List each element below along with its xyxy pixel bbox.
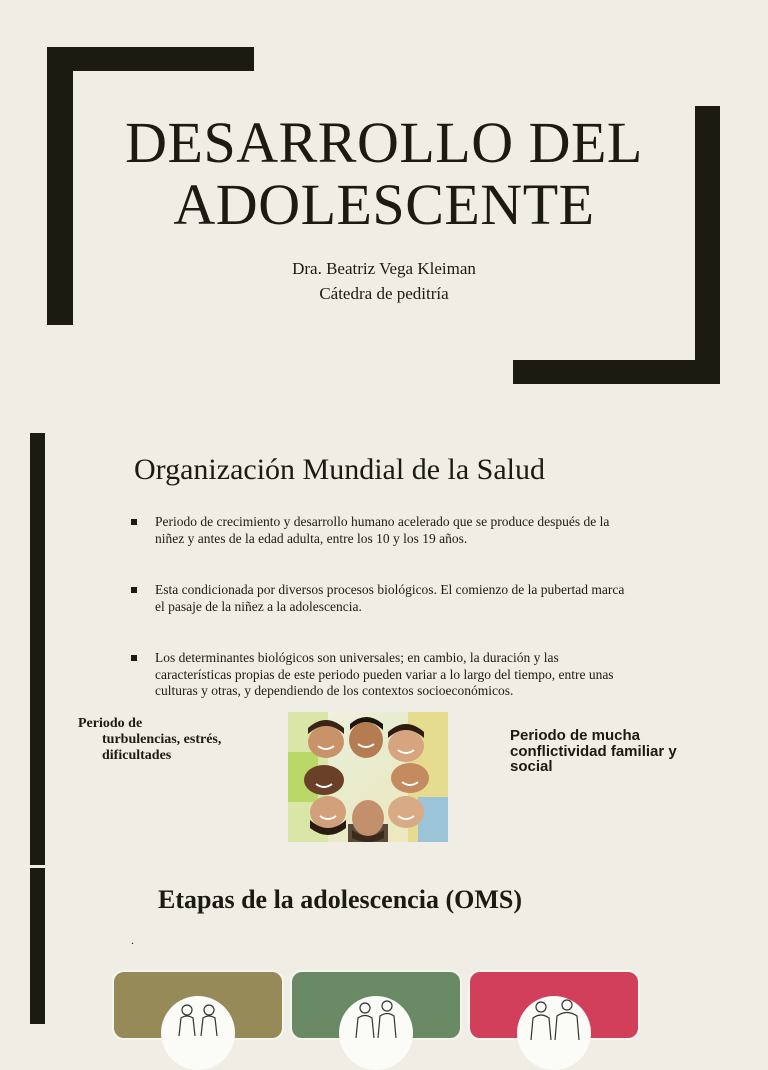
frame-bar-top-left-horizontal bbox=[47, 47, 254, 71]
square-bullet-icon bbox=[131, 587, 137, 593]
frame-bar-top-left-vertical bbox=[47, 47, 73, 325]
bullet-text: Los determinantes biológicos son universales; en cambio, la duración y las características propias de este periodo pueden variar a lo largo del tiempo, entre unas culturas y otras, y dependiendo de los contextos socioeconómicos. bbox=[155, 650, 614, 698]
stage-middle-figures-icon bbox=[339, 996, 413, 1070]
title-line-1: DESARROLLO DEL bbox=[125, 110, 643, 175]
note-turbulence-line-2: turbulencias, estrés, dificultades bbox=[102, 732, 222, 763]
frame-bar-bottom-right-vertical bbox=[695, 106, 720, 384]
note-conflict: Periodo de mucha conflictividad familiar y social bbox=[510, 727, 677, 775]
stage-card-late bbox=[468, 970, 640, 1040]
presentation-subtitle bbox=[184, 256, 584, 306]
square-bullet-icon bbox=[131, 655, 137, 661]
stage-card-middle bbox=[290, 970, 462, 1040]
bullet-item bbox=[130, 514, 630, 547]
slide2-left-accent-bar bbox=[30, 433, 45, 865]
note-turbulence bbox=[78, 716, 278, 764]
square-bullet-icon bbox=[131, 519, 137, 525]
bullet-list bbox=[130, 514, 630, 700]
stages-heading: Etapas de la adolescencia (OMS) bbox=[158, 885, 522, 914]
stage-late-figures-icon bbox=[517, 996, 591, 1070]
title-line-2: ADOLESCENTE bbox=[173, 172, 595, 237]
teenagers-circle-photo bbox=[288, 712, 448, 842]
stage-early-figures-icon bbox=[161, 996, 235, 1070]
frame-bar-bottom-right-horizontal bbox=[513, 360, 720, 384]
bullet-text: Periodo de crecimiento y desarrollo humano acelerado que se produce después de la niñez y antes de la edad adulta, entre los 10 y los 19 años. bbox=[155, 514, 610, 546]
teenagers-photo-illustration bbox=[288, 712, 448, 842]
presentation-title bbox=[84, 112, 684, 236]
author-name: Dra. Beatriz Vega Kleiman bbox=[292, 259, 476, 278]
stray-dot: . bbox=[131, 933, 134, 947]
who-heading: Organización Mundial de la Salud bbox=[134, 453, 546, 486]
bullet-item bbox=[130, 582, 630, 615]
slide3-left-accent-bar bbox=[30, 868, 45, 1024]
note-turbulence-line-1: Periodo de bbox=[78, 716, 143, 731]
bullet-item bbox=[130, 650, 630, 700]
bullet-text: Esta condicionada por diversos procesos biológicos. El comienzo de la pubertad marca el pasaje de la niñez a la adolescencia. bbox=[155, 582, 625, 614]
stage-card-early bbox=[112, 970, 284, 1040]
department-name: Cátedra de peditría bbox=[319, 284, 449, 303]
